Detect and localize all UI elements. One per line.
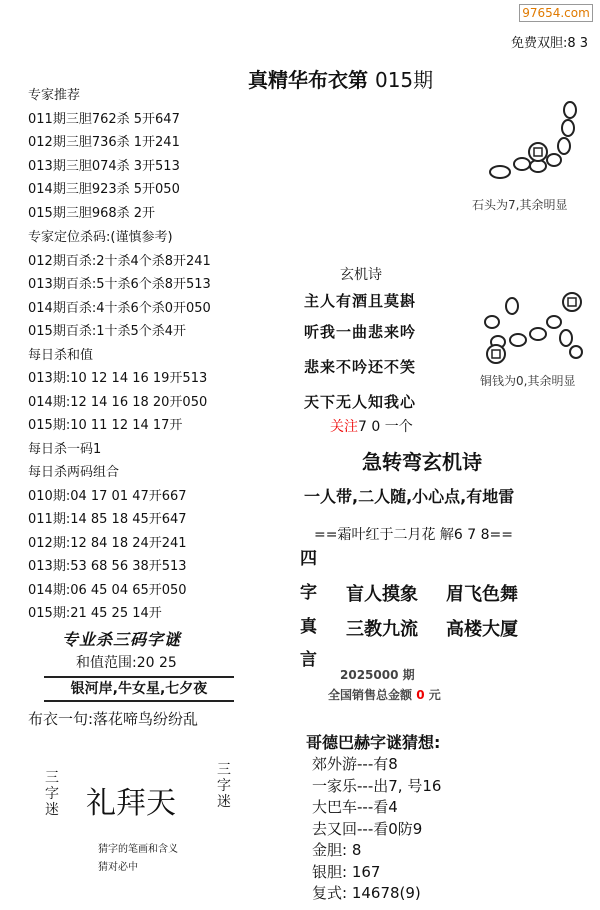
position-kill-line: 014期百杀:4十杀6个杀0开050 bbox=[28, 300, 211, 316]
expert-line: 013期三胆074杀 3开513 bbox=[28, 158, 180, 174]
goldbach-title: 哥德巴赫字谜猜想: bbox=[306, 733, 441, 752]
expert-heading: 专家推荐 bbox=[28, 88, 81, 103]
poem-line: 天下无人知我心 bbox=[304, 393, 417, 411]
shuanghua-line: ==霜叶红于二月花 解6 7 8== bbox=[314, 527, 513, 543]
goldbach-line: 郊外游---有8 bbox=[312, 755, 398, 773]
goldbach-line: 一家乐---出7, 号16 bbox=[312, 776, 442, 795]
turn-poem-line: 一人带,二人随,小心点,有地雷 bbox=[304, 487, 515, 506]
poem-line: 悲来不吟还不笑 bbox=[304, 358, 417, 376]
coin-caption: 铜钱为0,其余明显 bbox=[480, 374, 576, 388]
sales-total bbox=[328, 686, 441, 703]
expert-section bbox=[28, 84, 180, 225]
position-kill-line: 015期百杀:1十杀5个杀4开 bbox=[28, 324, 187, 339]
phrase: 三教九流 bbox=[346, 619, 418, 640]
sales-value: 0 bbox=[416, 688, 425, 702]
lottery-period: 2025000 期 bbox=[340, 668, 415, 682]
goldbach-line: 大巴车---看4 bbox=[312, 798, 398, 816]
stone-illustration bbox=[480, 100, 590, 190]
follow-num: 7 0 一个 bbox=[358, 419, 413, 435]
turn-poem-title: 急转弯玄机诗 bbox=[362, 450, 482, 474]
stone-caption: 石头为7,其余明显 bbox=[472, 198, 568, 212]
daily-sum-line: 013期:10 12 14 16 19开513 bbox=[28, 371, 208, 386]
position-kill-section bbox=[28, 226, 211, 626]
title-issue: 015期 bbox=[374, 68, 434, 92]
four-char-side: 言 bbox=[300, 650, 317, 670]
phrase: 眉飞色舞 bbox=[446, 584, 518, 605]
daily-two-line: 015期:21 45 25 14开 bbox=[28, 606, 162, 621]
riddle-side-left: 三字迷 bbox=[45, 770, 59, 818]
riddle-side-right: 三字迷 bbox=[217, 762, 231, 810]
sales-label: 全国销售总金额 bbox=[328, 688, 413, 702]
riddle-hint-2: 猜对必中 bbox=[98, 862, 138, 873]
goldbach-line: 银胆: 167 bbox=[312, 862, 381, 881]
free-pick: 免费双胆:8 3 bbox=[510, 36, 588, 51]
position-kill-line: 012期百杀:2十杀4个杀8开241 bbox=[28, 253, 211, 269]
page-title bbox=[248, 64, 433, 93]
poem-line: 主人有酒且莫斟 bbox=[304, 292, 417, 310]
daily-two-line: 012期:12 84 18 24开241 bbox=[28, 535, 187, 551]
position-kill-line: 013期百杀:5十杀6个杀8开513 bbox=[28, 277, 211, 292]
follow-line bbox=[330, 416, 413, 436]
sales-unit: 元 bbox=[428, 688, 441, 702]
goldbach-line: 复式: 14678(9) bbox=[312, 884, 421, 902]
site-badge[interactable]: 97654.com bbox=[519, 4, 593, 22]
riddle-box: 银河岸,牛女星,七夕夜 bbox=[44, 676, 234, 702]
expert-line: 015期三胆968杀 2开 bbox=[28, 205, 156, 221]
daily-one: 每日杀一码1 bbox=[28, 441, 102, 457]
sum-range: 和值范围:20 25 bbox=[76, 655, 177, 671]
title-main: 真精华布衣第 bbox=[248, 68, 368, 92]
goldbach-line: 金胆: 8 bbox=[312, 841, 362, 859]
four-char-side: 四 bbox=[300, 549, 317, 569]
daily-two-heading: 每日杀两码组合 bbox=[28, 465, 120, 480]
buyi-line: 布衣一句:落花啼鸟纷纷乱 bbox=[28, 710, 199, 728]
coin-illustration bbox=[478, 290, 590, 368]
position-kill-heading: 专家定位杀码:(谨慎参考) bbox=[28, 230, 173, 245]
riddle-main: 礼拜天 bbox=[86, 786, 176, 821]
expert-line: 014期三胆923杀 5开050 bbox=[28, 182, 180, 197]
daily-two-line: 014期:06 45 04 65开050 bbox=[28, 582, 187, 598]
follow-label: 关注 bbox=[330, 419, 358, 435]
daily-two-line: 010期:04 17 01 47开667 bbox=[28, 488, 187, 504]
daily-sum-line: 015期:10 11 12 14 17开 bbox=[28, 418, 183, 433]
daily-sum-line: 014期:12 14 16 18 20开050 bbox=[28, 394, 208, 410]
goldbach-line: 去又回---看0防9 bbox=[312, 819, 423, 838]
daily-two-line: 011期:14 85 18 45开647 bbox=[28, 512, 187, 527]
four-char-side: 真 bbox=[300, 617, 317, 637]
phrase: 盲人摸象 bbox=[346, 584, 418, 605]
pro-kill-title: 专业杀三码字谜 bbox=[62, 630, 182, 649]
xuanji-title: 玄机诗 bbox=[340, 267, 382, 283]
goldbach-list bbox=[312, 754, 441, 905]
poem-line: 听我一曲悲来吟 bbox=[304, 323, 417, 341]
phrase: 高楼大厦 bbox=[446, 619, 518, 640]
daily-two-line: 013期:53 68 56 38开513 bbox=[28, 559, 187, 574]
expert-line: 011期三胆762杀 5开647 bbox=[28, 111, 180, 127]
expert-line: 012期三胆736杀 1开241 bbox=[28, 135, 180, 150]
riddle-hint-1: 猜字的笔画和含义 bbox=[98, 844, 178, 855]
daily-sum-heading: 每日杀和值 bbox=[28, 347, 94, 363]
four-char-side: 字 bbox=[300, 583, 317, 603]
